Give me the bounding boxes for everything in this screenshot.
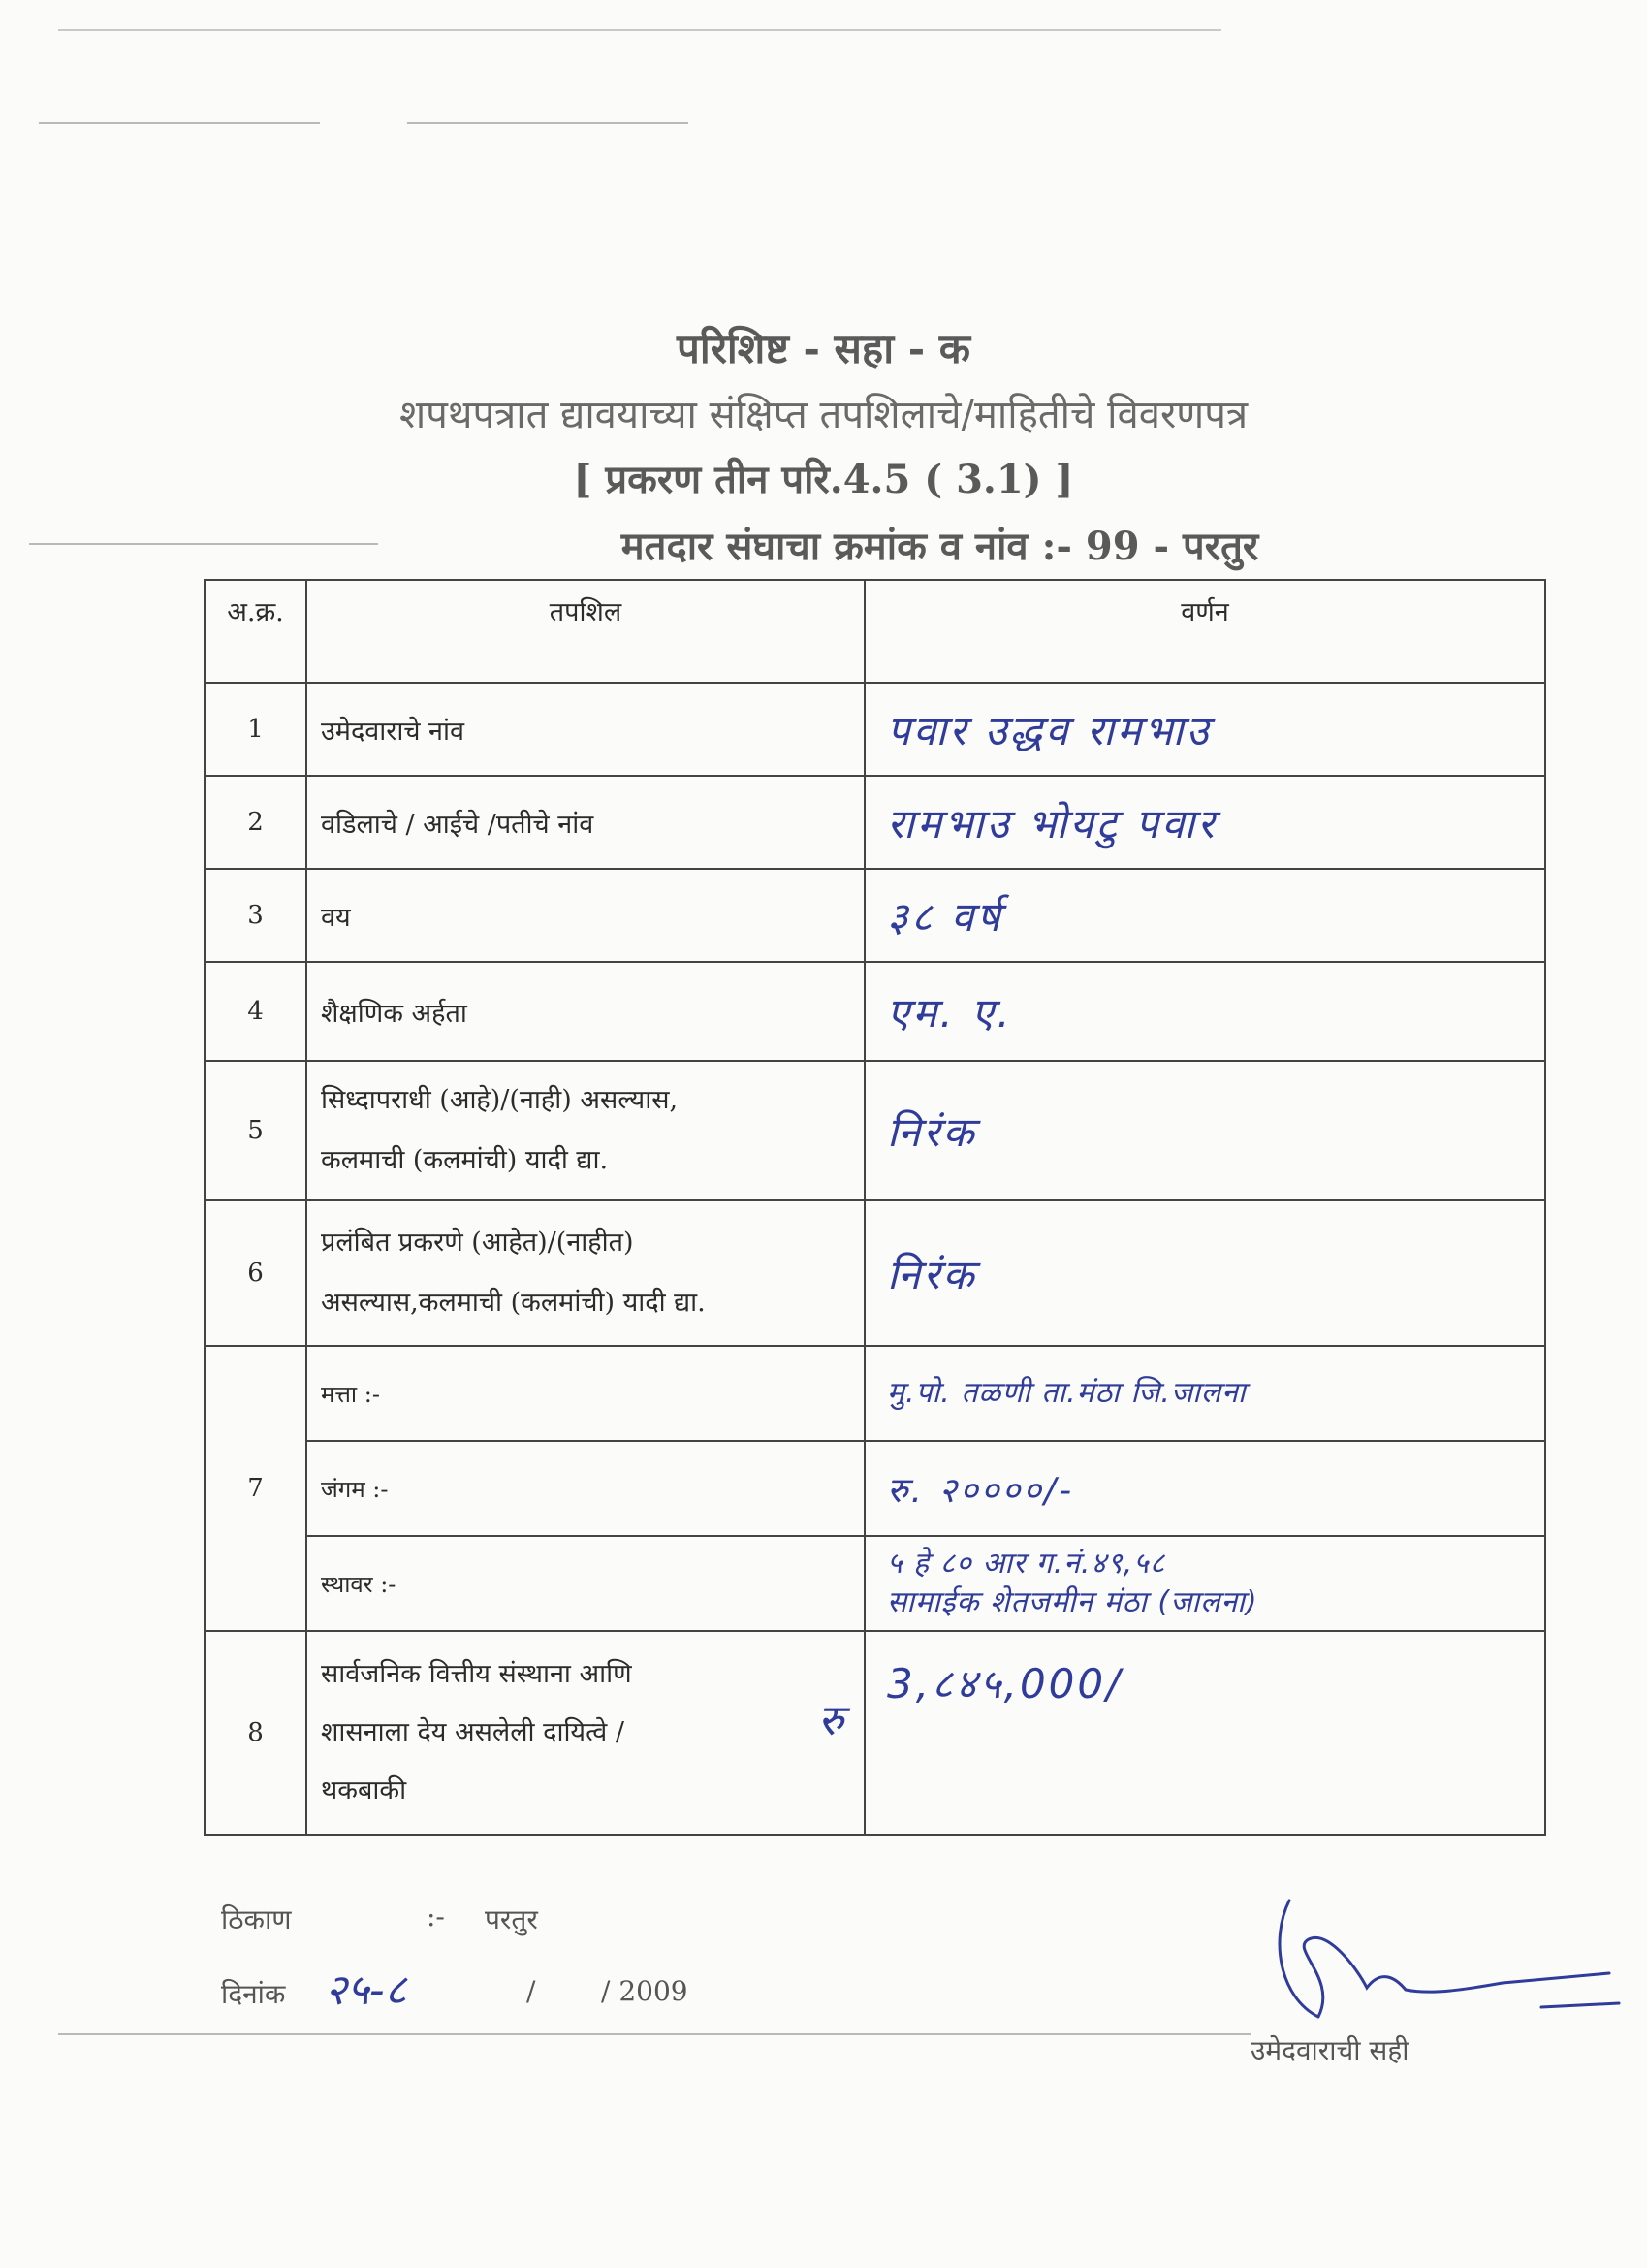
row-sn: 3 [205, 869, 306, 962]
row-sn: 2 [205, 776, 306, 869]
handwritten-value [865, 1536, 1545, 1631]
row-label-line: कलमाची (कलमांची) यादी द्या. [321, 1145, 609, 1175]
table-row [205, 1631, 1545, 1835]
handwritten-value: निरंक [865, 1061, 1545, 1200]
date-year: / 2009 [601, 1975, 688, 2007]
table-row [205, 869, 1545, 962]
row-label-line: शासनाला देय असलेली दायित्वे / [321, 1717, 624, 1747]
place-separator: :- [427, 1901, 445, 1933]
row-label: जंगम :- [306, 1441, 865, 1536]
header-sn: अ.क्र. [205, 580, 306, 683]
header-details: तपशिल [306, 580, 865, 683]
row-label [306, 1631, 865, 1835]
row-sn: 8 [205, 1631, 306, 1835]
row-sn: 7 [205, 1346, 306, 1631]
table-row-assets [205, 1346, 1545, 1441]
table-subrow [205, 1536, 1545, 1631]
row-label: वय [306, 869, 865, 962]
form-title: शपथपत्रात द्यावयाच्या संक्षिप्त तपशिलाचे/माहितीचे विवरणपत्र [398, 393, 1249, 437]
table-header-row [205, 580, 1545, 683]
row-label-line: प्रलंबित प्रकरणे (आहेत)/(नाहीत) [321, 1228, 634, 1258]
scan-line [58, 29, 1221, 31]
table-row [205, 683, 1545, 776]
row-label-line: सार्वजनिक वित्तीय संस्थाना आणि [321, 1659, 632, 1689]
row-label-line: सिध्दापराधी (आहे)/(नाही) असल्यास, [321, 1085, 679, 1115]
place-value: परतुर [485, 1903, 538, 1935]
row-sn: 5 [205, 1061, 306, 1200]
table-row [205, 1200, 1545, 1346]
constituency-heading: मतदार संघाचा क्रमांक व नांव :- 99 - परतुर [620, 524, 1259, 569]
row-label [306, 1061, 865, 1200]
handwritten-line: सामाईक शेतजमीन मंठा (जालना) [887, 1585, 1258, 1619]
scan-line [39, 122, 320, 124]
handwritten-value: मु.पो. तळणी ता.मंठा जि.जालना [865, 1346, 1545, 1441]
date-separator: / [526, 1975, 536, 2007]
place-label: ठिकाण [221, 1903, 292, 1935]
row-label: स्थावर :- [306, 1536, 865, 1631]
table-row [205, 962, 1545, 1061]
rupee-mark: रु [817, 1696, 846, 1745]
signature-label: उमेदवाराची सही [1251, 2034, 1409, 2066]
row-label: शैक्षणिक अर्हता [306, 962, 865, 1061]
signature [1251, 1881, 1629, 2036]
handwritten-value: ३८ वर्ष [865, 869, 1545, 962]
row-label-line: असल्यास,कलमाची (कलमांची) यादी द्या. [321, 1288, 706, 1318]
handwritten-value: रु. २००००/- [865, 1441, 1545, 1536]
handwritten-value: निरंक [865, 1200, 1545, 1346]
scan-line [58, 2033, 1251, 2035]
date-handwritten: २५-८ [325, 1965, 407, 2015]
table-row [205, 776, 1545, 869]
date-label: दिनांक [221, 1978, 286, 2010]
row-label [306, 1200, 865, 1346]
section-reference: [ प्रकरण तीन परि.4.5 ( 3.1) ] [573, 457, 1074, 502]
handwritten-line: ५ हे ८० आर ग.नं.४९,५८ [887, 1547, 1166, 1581]
table-subrow [205, 1441, 1545, 1536]
row-label: वडिलाचे / आईचे /पतीचे नांव [306, 776, 865, 869]
handwritten-value: रामभाउ भोयटु पवार [865, 776, 1545, 869]
row-label: मत्ता :- [306, 1346, 865, 1441]
row-label: उमेदवाराचे नांव [306, 683, 865, 776]
row-sn: 4 [205, 962, 306, 1061]
scan-line [407, 122, 688, 124]
handwritten-value: 3,८४५,000/ [865, 1631, 1545, 1835]
row-sn: 6 [205, 1200, 306, 1346]
row-sn: 1 [205, 683, 306, 776]
row-label-line: थकबाकी [321, 1775, 407, 1805]
handwritten-value: पवार उद्धव रामभाउ [865, 683, 1545, 776]
header-description: वर्णन [865, 580, 1545, 683]
table-row [205, 1061, 1545, 1200]
details-table [204, 579, 1546, 1836]
appendix-heading: परिशिष्ट - सहा - क [676, 325, 971, 372]
handwritten-value: एम. ए. [865, 962, 1545, 1061]
